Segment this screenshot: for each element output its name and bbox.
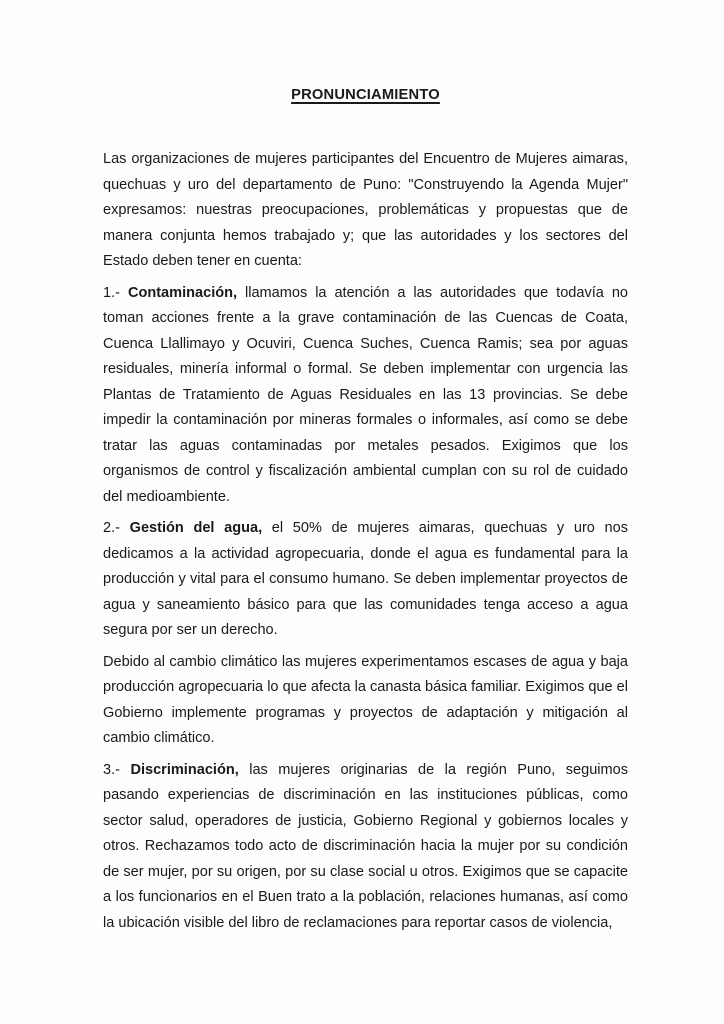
document-title: PRONUNCIAMIENTO (291, 87, 440, 103)
section-number: 3.- (103, 761, 120, 778)
paragraph-text: llamamos la atención a las autoridades que todavía no toman acciones frente a la grave contaminación de las Cuencas de Coata, Cuenca Llallimayo y Ocuviri, Cuenca Suches, Cuenca Ramis; sea por aguas residuales, minería informal o formal. Se deben implementar con urgencia las Plantas de Tratamiento de Aguas Residuales en las 13 provincias. Se debe impedir la contaminación por mineras formales o informales, así como se debe tratar las aguas contaminadas por metales pesados. Exigimos que los organismos de control y fiscalización ambiental cumplan con su rol de cuidado del medioambiente. (103, 284, 628, 505)
paragraph-text: Debido al cambio climático las mujeres experimentamos escases de agua y baja producción agropecuaria lo que afecta la canasta básica familiar. Exigimos que el Gobierno implemente programas y proyectos de adaptación y mitigación al cambio climático. (103, 653, 628, 746)
section-heading: Gestión del agua, (129, 520, 263, 536)
section-3-discriminacion (103, 758, 628, 937)
section-heading: Contaminación, (127, 284, 238, 301)
section-2-gestion-del-agua (103, 516, 628, 644)
section-1-contaminacion (103, 281, 628, 511)
section-number: 1.- (103, 284, 120, 301)
section-heading: Discriminación, (130, 761, 239, 778)
intro-paragraph (103, 147, 628, 275)
paragraph-text: las mujeres originarias de la región Puno, seguimos pasando experiencias de discriminación en las instituciones públicas, como sector salud, operadores de justicia, Gobierno Regional y gobiernos locales y otros. Rechazamos todo acto de discriminación hacia la mujer por su condición de ser mujer, por su origen, por su clase social u otros. Exigimos que se capacite a los funcionarios en el Buen trato a la población, relaciones humanas, así como la ubicación visible del libro de reclamaciones para reportar casos de violencia, (103, 761, 628, 931)
climate-change-paragraph (103, 650, 628, 752)
section-number: 2.- (103, 520, 120, 536)
paragraph-text: Las organizaciones de mujeres participantes del Encuentro de Mujeres aimaras, quechuas y uro del departamento de Puno: "Construyendo la Agenda Mujer" expresamos: nuestras preocupaciones, problemáticas y propuestas que de manera conjunta hemos trabajado y; que las autoridades y los sectores del Estado deben tener en cuenta: (103, 151, 628, 269)
paragraph-text: el 50% de mujeres aimaras, quechuas y uro nos dedicamos a la actividad agropecuaria, donde el agua es fundamental para la producción y vital para el consumo humano. Se deben implementar proyectos de agua y saneamiento básico para que las comunidades tenga acceso a agua segura por ser un derecho. (103, 520, 628, 638)
